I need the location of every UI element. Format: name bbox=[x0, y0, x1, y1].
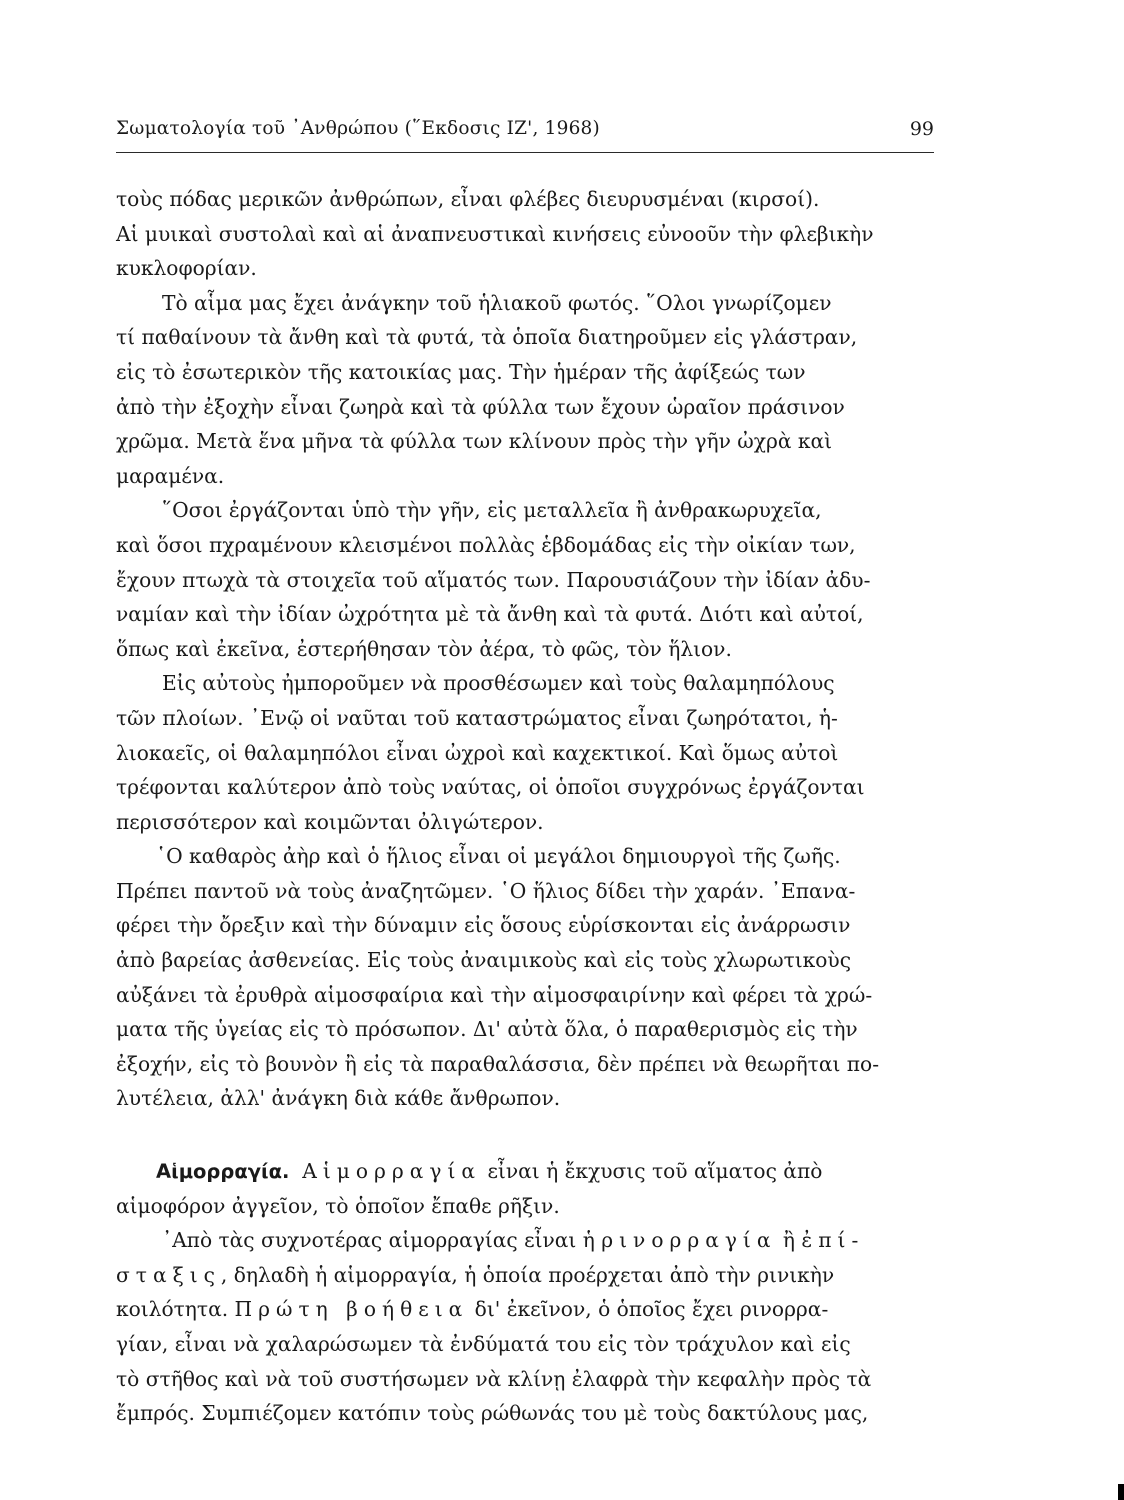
text-line: αὐξάνει τὰ ἐρυθρὰ αἱμοσφαίρια καὶ τὴν αἱμοσφαιρίνην καὶ φέρει τὰ χρώ- bbox=[116, 982, 873, 1007]
text-run: δι' ἐκεῖνον, ὁ ὁποῖος ἔχει ρινορρα- bbox=[474, 1297, 829, 1322]
section-heading: Αἱμορραγία. bbox=[156, 1160, 290, 1184]
text-line: τί παθαίνουν τὰ ἄνθη καὶ τὰ φυτά, τὰ ὁποῖα διατηροῦμεν εἰς γλάστραν, bbox=[116, 325, 858, 350]
section-first-line bbox=[116, 1154, 934, 1189]
text-line: ὅπως καὶ ἐκεῖνα, ἐστερήθησαν τὸν ἀέρα, τὸ φῶς, τὸν ἥλιον. bbox=[116, 636, 732, 661]
text-line: ῞Οσοι ἐργάζονται ὑπὸ τὴν γῆν, εἰς μεταλλεῖα ἢ ἀνθρακωρυχεῖα, bbox=[162, 498, 822, 523]
body-text bbox=[116, 182, 934, 1431]
page-header bbox=[116, 118, 934, 153]
text-line: τὸ στῆθος καὶ νὰ τοῦ συστήσωμεν νὰ κλίνῃ ἐλαφρὰ τὴν κεφαλὴν πρὸς τὰ bbox=[116, 1366, 872, 1391]
text-line: ναμίαν καὶ τὴν ἰδίαν ὠχρότητα μὲ τὰ ἄνθη καὶ τὰ φυτά. Διότι καὶ αὐτοί, bbox=[116, 602, 864, 627]
text-run: κοιλότητα. bbox=[116, 1297, 229, 1322]
page-number: 99 bbox=[909, 118, 934, 140]
text-line: γίαν, εἶναι νὰ χαλαρώσωμεν τὰ ἐνδύματά του εἰς τὸν τράχυλον καὶ εἰς bbox=[116, 1332, 851, 1356]
text-run: ᾽Απὸ τὰς συχνοτέρας αἱμορραγίας εἶναι ἡ bbox=[162, 1228, 595, 1253]
text-run: ἢ bbox=[782, 1228, 795, 1253]
scan-edge-mark bbox=[1118, 1484, 1124, 1500]
text-line bbox=[116, 1258, 934, 1293]
text-line bbox=[116, 1223, 934, 1258]
text-line: εἰς τὸ ἐσωτερικὸν τῆς κατοικίας μας. Τὴν ἡμέραν τῆς ἀφίξεώς των bbox=[116, 359, 806, 384]
text-line bbox=[116, 1292, 934, 1327]
text-line: τῶν πλοίων. ᾽Ενῷ οἱ ναῦται τοῦ καταστρώματος εἶναι ζωηρότατοι, ἡ- bbox=[116, 705, 838, 730]
text-line: Πρέπει παντοῦ νὰ τοὺς ἀναζητῶμεν. ῾Ο ἥλιος δίδει τὴν χαράν. ᾽Επανα- bbox=[116, 878, 856, 903]
running-head: Σωματολογία τοῦ ᾽Ανθρώπου (῞Εκδοσις ΙΖ', 1968) bbox=[116, 118, 600, 139]
text-line: καὶ ὅσοι πχραμένουν κλεισμένοι πολλὰς ἑβδομάδας εἰς τὴν οἰκίαν των, bbox=[116, 532, 856, 557]
text-line: Εἰς αὐτοὺς ἠμποροῦμεν νὰ προσθέσωμεν καὶ τοὺς θαλαμηπόλους bbox=[162, 671, 835, 696]
text-line: ματα τῆς ὑγείας εἰς τὸ πρόσωπον. Δι' αὐτὰ ὅλα, ὁ παραθερισμὸς εἰς τὴν bbox=[116, 1017, 858, 1042]
text-line: αἱμοφόρον ἀγγεῖον, τὸ ὁποῖον ἔπαθε ρῆξιν. bbox=[116, 1193, 560, 1218]
text-line: κυκλοφορίαν. bbox=[116, 256, 257, 281]
text-line: φέρει τὴν ὄρεξιν καὶ τὴν δύναμιν εἰς ὅσους εὑρίσκονται εἰς ἀνάρρωσιν bbox=[116, 913, 851, 938]
text-line: Τὸ αἷμα μας ἔχει ἀνάγκην τοῦ ἡλιακοῦ φωτός. ῞Ολοι γνωρίζομεν bbox=[162, 290, 832, 315]
text-line: ἀπὸ τὴν ἐξοχὴν εἶναι ζωηρὰ καὶ τὰ φύλλα των ἔχουν ὡραῖον πράσινον bbox=[116, 394, 845, 419]
text-run: , δηλαδὴ ἡ αἱμορραγία, ἡ ὁποία προέρχεται ἀπὸ τὴν ρινικὴν bbox=[220, 1262, 835, 1287]
text-line: μαραμένα. bbox=[116, 463, 225, 488]
text-line: ἐξοχήν, εἰς τὸ βουνὸν ἢ εἰς τὰ παραθαλάσσια, δὲν πρέπει νὰ θεωρῆται πο- bbox=[116, 1051, 880, 1076]
text-line: χρῶμα. Μετὰ ἕνα μῆνα τὰ φύλλα των κλίνουν πρὸς τὴν γῆν ὠχρὰ καὶ bbox=[116, 429, 833, 454]
text-line: ῾Ο καθαρὸς ἀὴρ καὶ ὁ ἥλιος εἶναι οἱ μεγάλοι δημιουργοὶ τῆς ζωῆς. bbox=[156, 844, 841, 869]
text-run: εἶναι ἡ ἔκχυσις τοῦ αἵματος ἀπὸ bbox=[487, 1159, 823, 1184]
text-line: λυτέλεια, ἀλλ' ἀνάγκη διὰ κάθε ἄνθρωπον. bbox=[116, 1086, 561, 1111]
section-gap bbox=[116, 1116, 934, 1154]
text-line: Αἱ μυικαὶ συστολαὶ καὶ αἱ ἀναπνευστικαὶ κινήσεις εὐνοοῦν τὴν φλεβικὴν bbox=[116, 221, 874, 246]
term-emphasis: σταξις bbox=[116, 1262, 221, 1287]
text-line: ἔμπρός. Συμπιέζομεν κατόπιν τοὺς ρώθωνάς του μὲ τοὺς δακτύλους μας, bbox=[116, 1401, 869, 1426]
text-line: περισσότερον καὶ κοιμῶνται ὀλιγώτερον. bbox=[116, 809, 544, 834]
text-line: τοὺς πόδας μερικῶν ἀνθρώπων, εἶναι φλέβες διευρυσμέναι (κιρσοί). bbox=[116, 187, 820, 211]
text-line: ἀπὸ βαρείας ἀσθενείας. Εἰς τοὺς ἀναιμικοὺς καὶ εἰς τοὺς χλωρωτικοὺς bbox=[116, 948, 852, 973]
term-emphasis: Αἱμορραγία bbox=[302, 1159, 482, 1184]
text-line: λιοκαεῖς, οἱ θαλαμηπόλοι εἶναι ὠχροὶ καὶ καχεκτικοί. Καὶ ὅμως αὐτοὶ bbox=[116, 740, 839, 765]
text-line: ἔχουν πτωχὰ τὰ στοιχεῖα τοῦ αἵματός των. Παρουσιάζουν τὴν ἰδίαν ἀδυ- bbox=[116, 567, 871, 592]
term-emphasis: ἐπί- bbox=[801, 1228, 865, 1253]
text-line: τρέφονται καλύτερον ἀπὸ τοὺς ναύτας, οἱ ὁποῖοι συγχρόνως ἐργάζονται bbox=[116, 775, 865, 800]
term-emphasis: Πρώτη βοήθεια bbox=[234, 1297, 469, 1322]
term-emphasis: ρινορραγία bbox=[601, 1228, 777, 1253]
